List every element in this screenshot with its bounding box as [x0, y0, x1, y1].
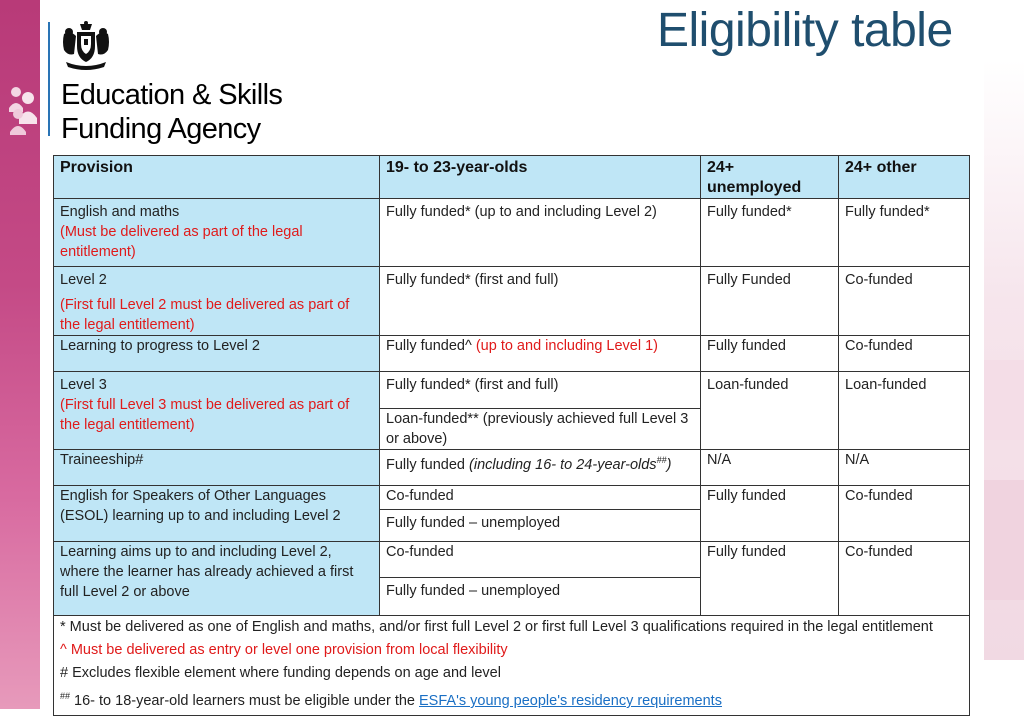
cell-24-unemployed	[701, 267, 839, 336]
page-title: Eligibility table	[657, 4, 953, 57]
cell-text: Fully funded* (first and full)	[386, 377, 559, 393]
provision-title: English and maths	[60, 204, 180, 220]
header-24-unemployed: 24+ unemployed	[701, 156, 839, 199]
royal-crest-icon	[60, 20, 112, 72]
footnote-3: # Excludes flexible element where funding depends on age and level	[60, 665, 501, 681]
agency-name-line1: Education & Skills	[61, 79, 283, 111]
cell-24-other	[839, 542, 970, 616]
cell-24-other	[839, 486, 970, 542]
provision-title: Traineeship#	[60, 452, 144, 468]
eligibility-table	[53, 155, 970, 716]
footnote-1: * Must be delivered as one of English and maths, and/or first full Level 2 or first full Level 3 qualifications required in the legal entitlement	[60, 619, 933, 635]
cell-19-23	[380, 267, 701, 336]
table-row	[54, 267, 970, 336]
table-row	[54, 199, 970, 267]
cell-text: Fully funded	[707, 544, 786, 560]
cell-text: Fully funded	[707, 338, 786, 354]
header-19-23: 19- to 23-year-olds	[380, 156, 701, 199]
cell-text: Loan-funded	[845, 377, 927, 393]
people-icon	[6, 84, 42, 136]
cell-text: Fully funded^	[386, 338, 472, 354]
cell-text: N/A	[845, 452, 870, 468]
cell-24-unemployed	[701, 199, 839, 267]
provision-cell	[54, 336, 380, 372]
cell-19-23	[380, 199, 701, 267]
cell-text: Loan-funded	[707, 377, 789, 393]
cell-19-23	[380, 409, 701, 450]
table-row	[54, 486, 970, 510]
provision-title: English for Speakers of Other Languages (ESOL) learning up to and including Level 2	[60, 488, 341, 524]
table-row	[54, 336, 970, 372]
cell-text: Co-funded	[386, 544, 454, 560]
cell-text: N/A	[707, 452, 732, 468]
cell-19-23	[380, 542, 701, 578]
cell-19-23	[380, 450, 701, 486]
cell-text-italic-close: )	[666, 456, 672, 473]
header-accent-bar	[48, 22, 50, 136]
residency-requirements-link[interactable]: ESFA's young people's residency requirements	[419, 692, 722, 709]
provision-note: (First full Level 3 must be delivered as part of the legal entitlement)	[60, 397, 350, 433]
provision-cell	[54, 450, 380, 486]
footnotes-cell	[54, 616, 970, 716]
provision-cell	[54, 267, 380, 336]
footnotes-row	[54, 616, 970, 716]
cell-text: Fully funded* (up to and including Level 2)	[386, 204, 657, 220]
provision-title: Learning to progress to Level 2	[60, 338, 260, 354]
cell-24-unemployed	[701, 336, 839, 372]
cell-text: Fully funded* (first and full)	[386, 272, 559, 288]
cell-24-unemployed	[701, 450, 839, 486]
cell-text: Fully funded*	[707, 204, 792, 220]
provision-title: Level 2	[60, 272, 107, 288]
provision-cell	[54, 542, 380, 616]
cell-text: Fully funded	[386, 456, 465, 473]
footnote-4-marker: ##	[60, 691, 71, 701]
cell-text: Fully funded*	[845, 204, 930, 220]
provision-note: (Must be delivered as part of the legal entitlement)	[60, 224, 303, 260]
cell-24-other	[839, 372, 970, 450]
cell-19-23	[380, 578, 701, 616]
table-row	[54, 542, 970, 578]
table-row	[54, 450, 970, 486]
cell-text: Fully funded – unemployed	[386, 583, 561, 599]
cell-text: Co-funded	[845, 338, 913, 354]
cell-24-other	[839, 267, 970, 336]
provision-cell	[54, 372, 380, 450]
cell-text: Fully funded – unemployed	[386, 515, 561, 531]
footnote-2: ^ Must be delivered as entry or level one provision from local flexibility	[60, 642, 508, 658]
cell-text: Loan-funded** (previously achieved full Level 3 or above)	[386, 411, 689, 447]
header-provision: Provision	[54, 156, 380, 199]
cell-24-unemployed	[701, 542, 839, 616]
footnote-4-text: 16- to 18-year-old learners must be eligible under the	[70, 692, 420, 709]
table-row	[54, 372, 970, 409]
header-24-other: 24+ other	[839, 156, 970, 199]
cell-text: Co-funded	[845, 544, 913, 560]
agency-name-line2: Funding Agency	[61, 113, 261, 145]
cell-19-23	[380, 510, 701, 542]
cell-text: Co-funded	[845, 272, 913, 288]
cell-text-red: (up to and including Level 1)	[475, 338, 659, 354]
provision-cell	[54, 199, 380, 267]
cell-text: Fully funded	[707, 488, 786, 504]
cell-19-23	[380, 336, 701, 372]
provision-cell	[54, 486, 380, 542]
cell-24-other	[839, 199, 970, 267]
cell-24-other	[839, 450, 970, 486]
cell-superscript: ##	[656, 455, 667, 465]
cell-24-unemployed	[701, 372, 839, 450]
agency-name	[61, 78, 282, 146]
provision-title: Level 3	[60, 377, 107, 393]
cell-24-other	[839, 336, 970, 372]
cell-24-unemployed	[701, 486, 839, 542]
provision-note: (First full Level 2 must be delivered as part of the legal entitlement)	[60, 297, 350, 333]
cell-19-23	[380, 486, 701, 510]
table-header-row	[54, 156, 970, 199]
right-decorative-strip	[984, 60, 1024, 660]
cell-19-23	[380, 372, 701, 409]
cell-text: Fully Funded	[707, 272, 791, 288]
cell-text-italic: (including 16- to 24-year-olds	[469, 456, 657, 473]
provision-title: Learning aims up to and including Level 2, where the learner has already achieved a first full Level 2 or above	[60, 544, 354, 600]
cell-text: Co-funded	[386, 488, 454, 504]
cell-text: Co-funded	[845, 488, 913, 504]
